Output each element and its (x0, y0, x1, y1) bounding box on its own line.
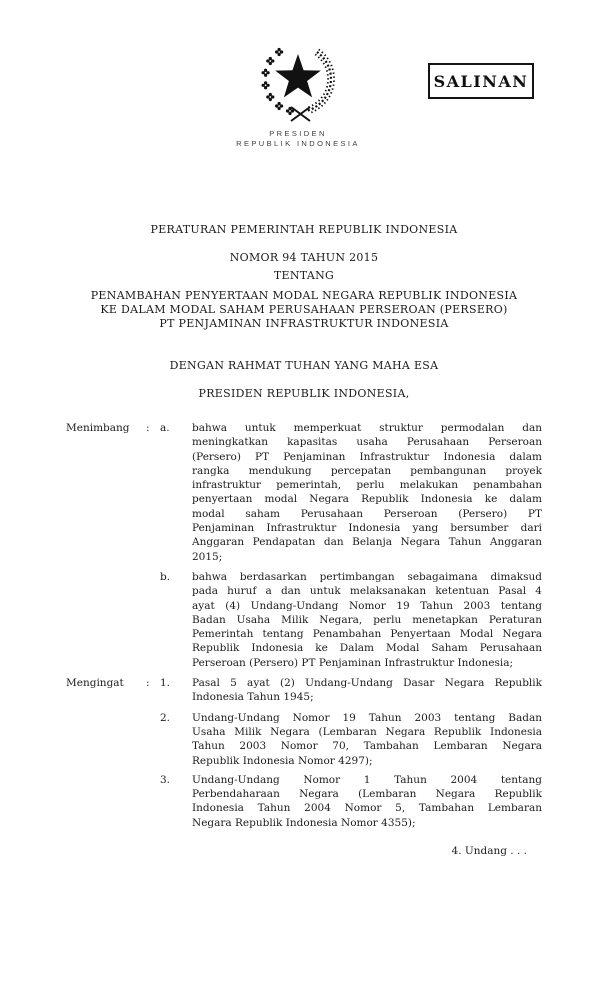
clause-marker: 3. (160, 773, 171, 786)
clause-text: Undang-Undang Nomor 19 Tahun 2003 tentang Badan Usaha Milik Negara (Lembaran Negara Republik Indonesia Tahun 2003 Nomor 70, Tambahan Lembaran Negara Republik Indonesia Nomor 4297); (192, 711, 542, 767)
salinan-stamp-label: SALINAN (433, 71, 529, 91)
institution-line1: PRESIDEN (269, 129, 327, 138)
institution-line2: REPUBLIK INDONESIA (236, 139, 360, 148)
legal-basis-item-3 (66, 773, 542, 830)
clause-text: Undang-Undang Nomor 1 Tahun 2004 tentang Perbendaharaan Negara (Lembaran Negara Republik Indonesia Tahun 2004 Nomor 5, Tambahan Lembaran Negara Republik Indonesia Nomor 4355); (192, 773, 542, 829)
clause-marker: a. (160, 422, 170, 434)
clause-text: bahwa berdasarkan pertimbangan sebagaimana dimaksud pada huruf a dan untuk melaksanakan ketentuan Pasal 4 ayat (4) Undang-Undang Nomor 19 Tahun 2003 tentang Badan Usaha Milik Negara, perlu menetapkan Peraturan Pemerintah tentang Penambahan Penyertaan Modal Negara Republik Indonesia ke Dalam Modal Saham Perusahaan Perseroan (Persero) PT Penjaminan Infrastruktur Indonesia; (192, 570, 542, 669)
doc-type-title: PERATURAN PEMERINTAH REPUBLIK INDONESIA (150, 223, 458, 236)
clause-marker: b. (160, 570, 171, 583)
document-body (66, 223, 542, 836)
legal-basis-item-1 (66, 676, 542, 705)
doc-subject: PENAMBAHAN PENYERTAAN MODAL NEGARA REPUBLIK INDONESIA KE DALAM MODAL SAHAM PERUSAHAAN PERSEROAN (PERSERO) PT PENJAMINAN INFRASTRUKTUR INDONESIA (90, 289, 518, 330)
considering-label: Menimbang (66, 422, 130, 434)
colon: : (146, 677, 150, 690)
authority-line: PRESIDEN REPUBLIK INDONESIA, (198, 387, 410, 400)
clause-text: bahwa untuk memperkuat struktur permodalan dan meningkatkan kapasitas usaha Perusahaan Perseroan (Persero) PT Penjaminan Infrastruktur Indonesia dalam rangka mendukung percepatan pembangunan proyek infrastruktur pemerintah, perlu melakukan penambahan penyertaan modal Negara Republik Indonesia ke dalam modal saham Perusahaan Perseroan (Persero) PT Penjaminan Infrastruktur Indonesia yang bersumber dari Anggaran Pendapatan dan Belanja Negara Tahun Anggaran 2015; (192, 422, 542, 563)
legal-basis-item-2 (66, 711, 542, 768)
doc-number: NOMOR 94 TAHUN 2015 (229, 251, 379, 264)
considering-item-a (66, 421, 542, 564)
invocation: DENGAN RAHMAT TUHAN YANG MAHA ESA (169, 359, 439, 372)
presidential-emblem-icon (258, 42, 338, 122)
tentang-label: TENTANG (273, 269, 335, 282)
clauses (66, 421, 542, 830)
salinan-stamp (428, 63, 534, 99)
institution-name (0, 129, 604, 149)
clause-marker: 2. (160, 711, 171, 724)
page-catchword: 4. Undang . . . (451, 845, 527, 857)
clause-text: Pasal 5 ayat (2) Undang-Undang Dasar Negara Republik Indonesia Tahun 1945; (192, 677, 542, 704)
colon: : (146, 422, 150, 434)
considering-item-b (66, 570, 542, 670)
clause-marker: 1. (160, 677, 171, 690)
legal-basis-label: Mengingat (66, 677, 124, 690)
